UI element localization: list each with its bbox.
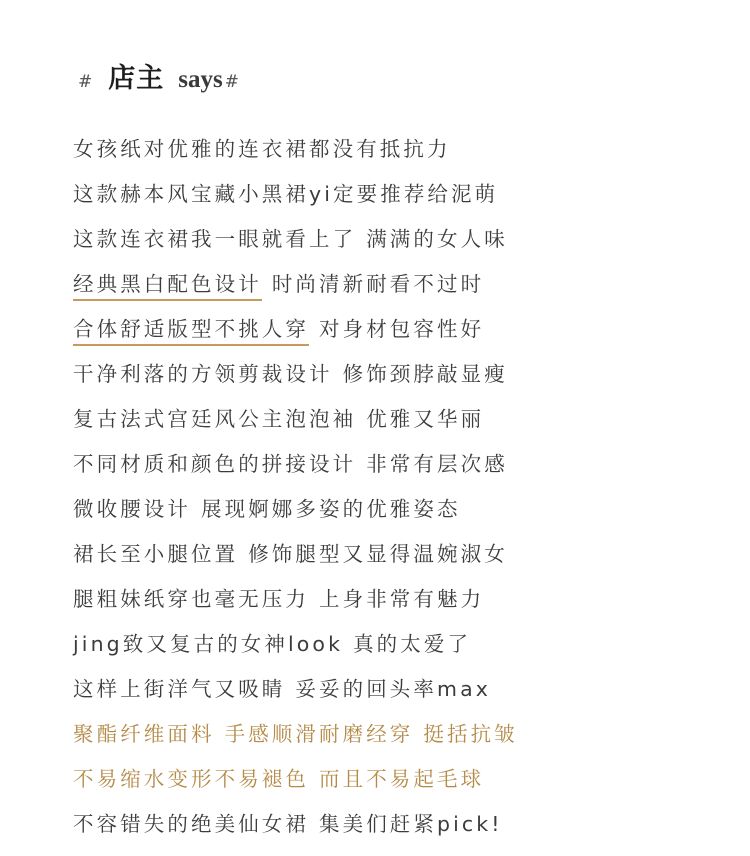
- phrase: 女孩纸对优雅的连衣裙都没有抵抗力: [73, 137, 451, 161]
- phrase: 满满的女人味: [366, 227, 508, 251]
- phrase: 修饰颈脖敲显瘦: [342, 362, 508, 386]
- section-title: [78, 56, 239, 92]
- description-line: [73, 667, 518, 712]
- description-line: [73, 127, 518, 172]
- hash-mark-right: #: [224, 72, 239, 92]
- phrase: 对身材包容性好: [319, 317, 485, 341]
- description-line: [73, 352, 518, 397]
- description-line-highlight: [73, 757, 518, 802]
- phrase: 上身非常有魅力: [319, 587, 485, 611]
- description-line: [73, 172, 518, 217]
- phrase: 腿粗妹纸穿也毫无压力: [73, 587, 309, 611]
- phrase: 这款赫本风宝藏小黑裙yi定要推荐给泥萌: [73, 182, 499, 206]
- phrase: 妥妥的回头率max: [295, 677, 491, 701]
- phrase: 不易缩水变形不易褪色: [73, 767, 309, 791]
- phrase: 聚酯纤维面料: [73, 722, 215, 746]
- description-line: [73, 487, 518, 532]
- phrase: 这样上街洋气又吸睛: [73, 677, 286, 701]
- phrase: 修饰腿型又显得温婉淑女: [248, 542, 508, 566]
- description-line: [73, 397, 518, 442]
- phrase: 裙长至小腿位置: [73, 542, 239, 566]
- phrase: 非常有层次感: [366, 452, 508, 476]
- title-owner: 店主: [108, 63, 165, 94]
- phrase: 不同材质和颜色的拼接设计: [73, 452, 357, 476]
- phrase: 微收腰设计: [73, 497, 191, 521]
- phrase: 干净利落的方领剪裁设计: [73, 362, 333, 386]
- description-lines: [73, 127, 518, 847]
- description-line: [73, 262, 518, 307]
- underlined-phrase: 合体舒适版型不挑人穿: [73, 314, 309, 346]
- phrase: 这款连衣裙我一眼就看上了: [73, 227, 357, 251]
- description-line: [73, 217, 518, 262]
- description-line: [73, 532, 518, 577]
- phrase: 而且不易起毛球: [319, 767, 485, 791]
- phrase: 不容错失的绝美仙女裙: [73, 812, 309, 836]
- phrase: 展现婀娜多姿的优雅姿态: [201, 497, 461, 521]
- description-line: [73, 622, 518, 667]
- hash-mark-left: #: [78, 72, 93, 92]
- phrase: 手感顺滑耐磨经穿: [224, 722, 414, 746]
- description-line: [73, 802, 518, 847]
- title-says: says: [178, 66, 223, 93]
- underlined-phrase: 经典黑白配色设计: [73, 269, 262, 301]
- phrase: 挺括抗皱: [423, 722, 518, 746]
- phrase: 真的太爱了: [353, 632, 472, 656]
- phrase: 集美们赶紧pick!: [319, 812, 503, 836]
- phrase: 复古法式宫廷风公主泡泡袖: [73, 407, 357, 431]
- description-line-highlight: [73, 712, 518, 757]
- description-line: [73, 442, 518, 487]
- phrase: 优雅又华丽: [366, 407, 485, 431]
- description-line: [73, 307, 518, 352]
- description-line: [73, 577, 518, 622]
- phrase: 时尚清新耐看不过时: [271, 272, 485, 296]
- phrase: jing致又复古的女神look: [73, 632, 344, 656]
